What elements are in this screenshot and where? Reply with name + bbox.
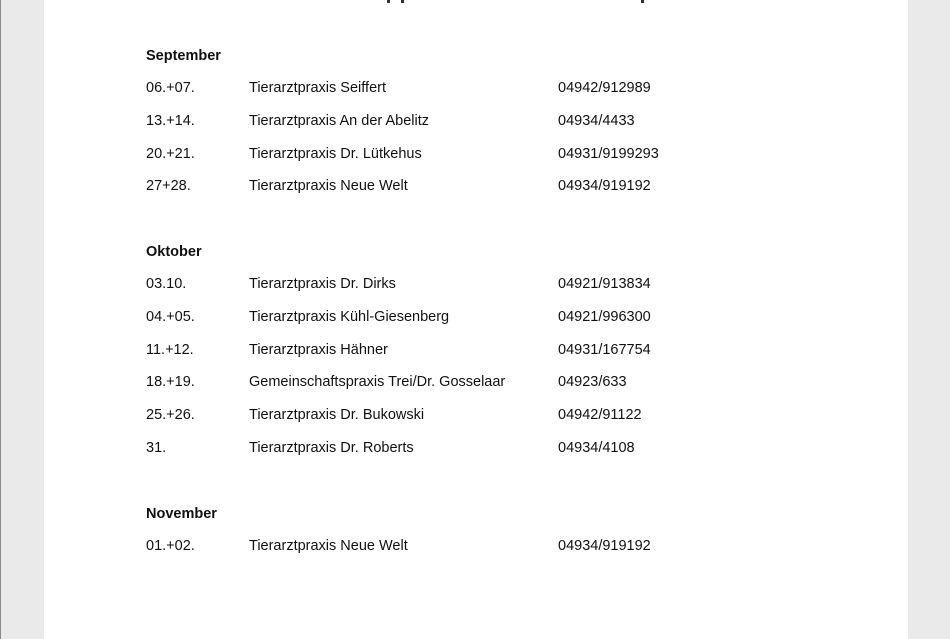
practice-cell: Tierarztpraxis Kühl-Giesenberg [249,308,450,325]
schedule-row [146,176,651,209]
phone-cell: 04934/919192 [558,178,651,195]
phone-cell: 04934/4108 [558,439,635,456]
phone-cell: 04921/913834 [558,276,651,292]
schedule-list [146,78,659,209]
practice-cell: Tierarztpraxis Dr. Bukowski [249,407,425,424]
document-page [44,0,908,639]
schedule-row [146,536,651,569]
practice-cell: Tierarztpraxis Neue Welt [249,538,408,554]
date-cell: 13.+14. [146,112,195,129]
phone-cell: 04934/4433 [558,112,635,129]
practice-cell: Tierarztpraxis Hähner [249,341,388,358]
month-heading: September [146,48,221,64]
practice-cell: Tierarztpraxis An der Abelitz [249,112,429,129]
schedule-row [146,372,627,405]
practice-cell: Tierarztpraxis Neue Welt [249,178,408,195]
month-section-oktober [146,242,651,471]
practice-cell: Tierarztpraxis Seiffert [249,80,386,96]
schedule-row [146,274,651,307]
date-cell: 25.+26. [146,407,195,424]
schedule-list [146,274,651,471]
date-cell: 18.+19. [146,374,195,391]
phone-cell: 04942/91122 [558,407,642,424]
phone-cell: 04923/633 [558,374,627,391]
date-cell: 31. [146,439,167,456]
date-cell: 11.+12. [146,341,194,358]
date-cell: 27+28. [146,178,191,195]
phone-cell: 04921/996300 [558,308,651,325]
schedule-row [146,340,651,373]
month-section-september [146,46,659,209]
phone-cell: 04931/9199293 [558,145,659,162]
date-cell: 20.+21. [146,145,195,162]
schedule-row [146,144,659,177]
schedule-row [146,405,642,438]
practice-cell: Tierarztpraxis Dr. Dirks [249,276,396,292]
schedule-list [146,536,651,569]
date-cell: 01.+02. [146,538,195,554]
schedule-row [146,78,651,111]
schedule-row [146,438,635,471]
phone-cell: 04931/167754 [558,341,651,358]
phone-cell: 04942/912989 [558,80,651,96]
date-cell: 06.+07. [146,80,195,96]
phone-cell: 04934/919192 [558,538,651,554]
practice-cell: Tierarztpraxis Dr. Lütkehus [249,145,422,162]
practice-cell: Gemeinschaftspraxis Trei/Dr. Gosselaar [249,374,506,391]
practice-cell: Tierarztpraxis Dr. Roberts [249,439,414,456]
month-heading: Oktober [146,244,202,260]
window-edge [0,0,1,639]
date-cell: 03.10. [146,276,187,292]
month-section-november [146,504,651,569]
cropped-text-line [379,0,649,3]
schedule-row [146,307,651,340]
date-cell: 04.+05. [146,308,195,325]
schedule-row [146,111,635,144]
month-heading: November [146,506,217,522]
